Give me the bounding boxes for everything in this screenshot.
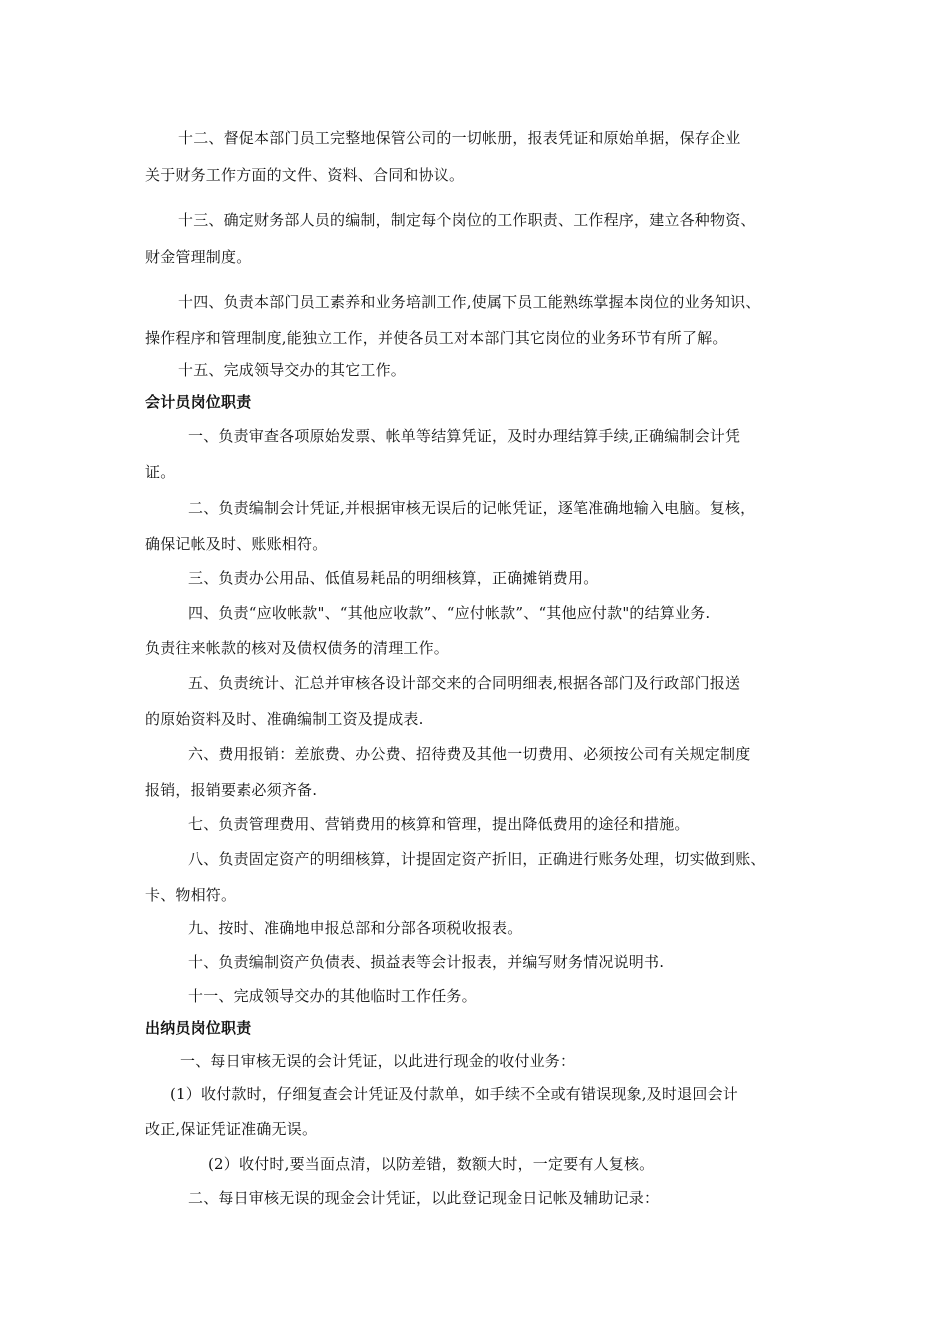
paragraph-line: (1）收付款时，仔细复查会计凭证及付款单，如手续不全或有错误现象,及时退回会计 — [170, 1085, 738, 1103]
paragraph-line: 确保记帐及时、账账相符。 — [145, 535, 328, 553]
paragraph-line: 卡、物相符。 — [145, 886, 237, 904]
paragraph-line: 十、负责编制资产负债表、损益表等会计报表，并编写财务情况说明书. — [188, 953, 665, 971]
paragraph-line: 八、负责固定资产的明细核算，计提固定资产折旧，正确进行账务处理，切实做到账、 — [188, 850, 766, 868]
paragraph-line: 五、负责统计、汇总并审核各设计部交来的合同明细表,根据各部门及行政部门报送 — [188, 674, 741, 692]
paragraph-line: 改正,保证凭证准确无误。 — [145, 1120, 318, 1138]
section-heading: 会计员岗位职责 — [145, 393, 252, 411]
paragraph-line: 财金管理制度。 — [145, 248, 252, 266]
paragraph-line: 一、负责审查各项原始发票、帐单等结算凭证，及时办理结算手续,正确编制会计凭 — [188, 427, 741, 445]
paragraph-line: 一、每日审核无误的会计凭证，以此进行现金的收付业务： — [180, 1052, 576, 1070]
paragraph-line: 六、费用报销：差旅费、办公费、招待费及其他一切费用、必须按公司有关规定制度 — [188, 745, 751, 763]
section-heading: 出纳员岗位职责 — [145, 1019, 252, 1037]
paragraph-line: 二、负责编制会计凭证,并根据审核无误后的记帐凭证，逐笔准确地输入电脑。复核， — [188, 499, 756, 517]
paragraph-line: 十三、确定财务部人员的编制，制定每个岗位的工作职责、工作程序，建立各种物资、 — [178, 211, 756, 229]
paragraph-line: 十五、完成领导交办的其它工作。 — [178, 361, 407, 379]
paragraph-line: 关于财务工作方面的文件、资料、合同和协议。 — [145, 166, 465, 184]
paragraph-line: 负责往来帐款的核对及债权债务的清理工作。 — [145, 639, 450, 657]
paragraph-line: 二、每日审核无误的现金会计凭证，以此登记现金日记帐及辅助记录： — [188, 1189, 660, 1207]
paragraph-line: 证。 — [145, 463, 176, 481]
paragraph-line: 的原始资料及时、准确编制工资及提成表. — [145, 710, 424, 728]
paragraph-line: 七、负责管理费用、营销费用的核算和管理，提出降低费用的途径和措施。 — [188, 815, 690, 833]
paragraph-line: 九、按时、准确地申报总部和分部各项税收报表。 — [188, 919, 523, 937]
paragraph-line: 操作程序和管理制度,能独立工作，并使各员工对本部门其它岗位的业务环节有所了解。 — [145, 329, 728, 347]
paragraph-line: 十四、负责本部门员工素养和业务培訓工作,使属下员工能熟练掌握本岗位的业务知识、 — [178, 293, 761, 311]
paragraph-line: 四、负责“应收帐款"、“其他应收款”、“应付帐款”、“其他应付款"的结算业务. — [188, 604, 711, 622]
paragraph-line: (2）收付时,要当面点清，以防差错，数额大时，一定要有人复核。 — [208, 1155, 655, 1173]
paragraph-line: 三、负责办公用品、低值易耗品的明细核算，正确摊销费用。 — [188, 569, 599, 587]
paragraph-line: 十一、完成领导交办的其他临时工作任务。 — [188, 987, 477, 1005]
paragraph-line: 报销，报销要素必须齐备. — [145, 781, 318, 799]
paragraph-line: 十二、督促本部门员工完整地保管公司的一切帐册，报表凭证和原始单据，保存企业 — [178, 129, 741, 147]
